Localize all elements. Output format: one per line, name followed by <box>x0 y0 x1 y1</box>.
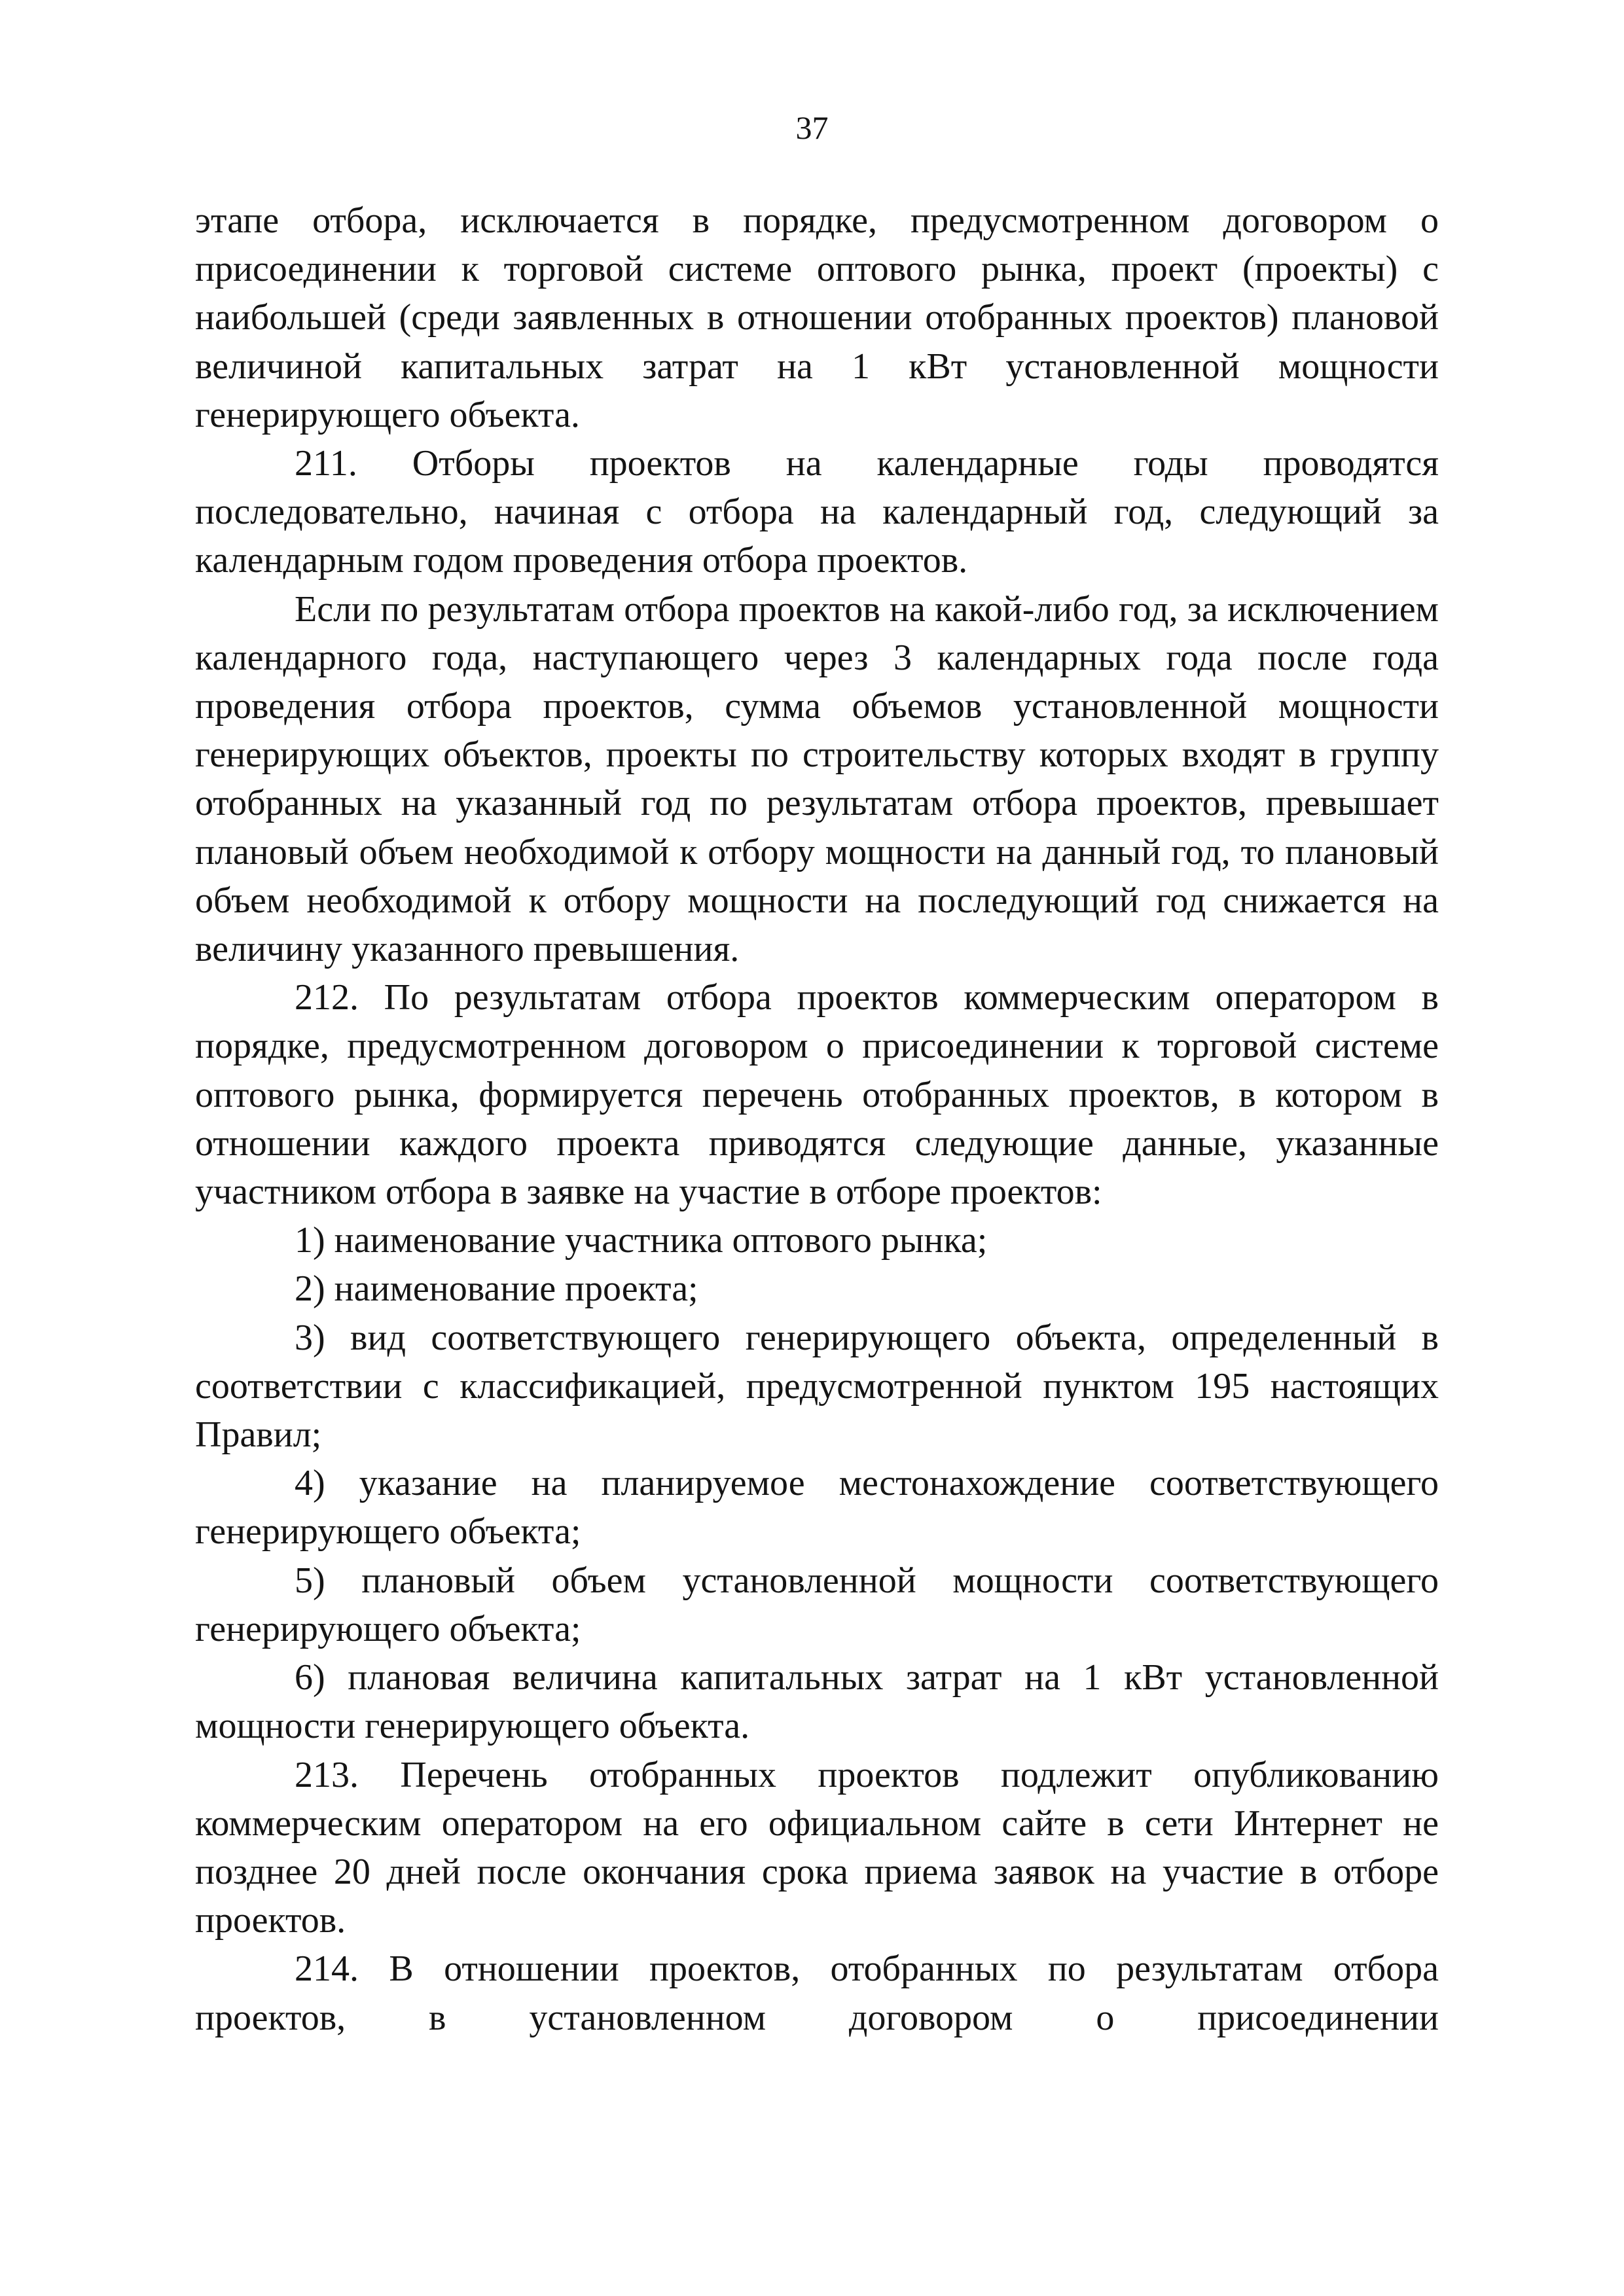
paragraph: Если по результатам отбора проектов на какой-либо год, за исключением календарного года, наступающего через 3 календарных года после года проведения отбора проектов, сумма объемов установленной мощности генерирующих объектов, проекты по строительству которых входят в группу отобранных на указанный год по результатам отбора проектов, превышает плановый объем необходимой к отбору мощности на данный год, то плановый объем необходимой к отбору мощности на последующий год снижается на величину указанного превышения. <box>195 588 1439 970</box>
list-item: 3) вид соответствующего генерирующего объекта, определенный в соответствии с классификацией, предусмотренной пунктом 195 настоящих Правил; <box>195 1317 1439 1456</box>
paragraph-item-213: 213. Перечень отобранных проектов подлежит опубликованию коммерческим оператором на его официальном сайте в сети Интернет не позднее 20 дней после окончания срока приема заявок на участие в отборе проектов. <box>195 1754 1439 1941</box>
list-item: 1) наименование участника оптового рынка; <box>295 1220 988 1261</box>
document-text <box>195 196 1439 2042</box>
list-item: 5) плановый объем установленной мощности соответствующего генерирующего объекта; <box>195 1560 1439 1649</box>
paragraph-item-212: 212. По результатам отбора проектов коммерческим оператором в порядке, предусмотренном договором о присоединении к торговой системе оптового рынка, формируется перечень отобранных проектов, в котором в отношении каждого проекта приводятся следующие данные, указанные участником отбора в заявке на участие в отборе проектов: <box>195 977 1439 1213</box>
paragraph-item-214: 214. В отношении проектов, отобранных по результатам отбора проектов, в установленном договором о присоединении <box>195 1948 1439 2038</box>
list-item: 4) указание на планируемое местонахождение соответствующего генерирующего объекта; <box>195 1463 1439 1552</box>
list-item: 2) наименование проекта; <box>295 1268 698 1310</box>
page-number: 37 <box>795 109 829 146</box>
list-item: 6) плановая величина капитальных затрат на 1 кВт установленной мощности генерирующего объекта. <box>195 1657 1439 1747</box>
paragraph: этапе отбора, исключается в порядке, предусмотренном договором о присоединении к торговой системе оптового рынка, проект (проекты) с наибольшей (среди заявленных в отношении отобранных проектов) плановой величиной капитальных затрат на 1 кВт установленной мощности генерирующего объекта. <box>195 200 1439 435</box>
paragraph-item-211: 211. Отборы проектов на календарные годы проводятся последовательно, начиная с отбора на календарный год, следующий за календарным годом проведения отбора проектов. <box>195 443 1439 581</box>
